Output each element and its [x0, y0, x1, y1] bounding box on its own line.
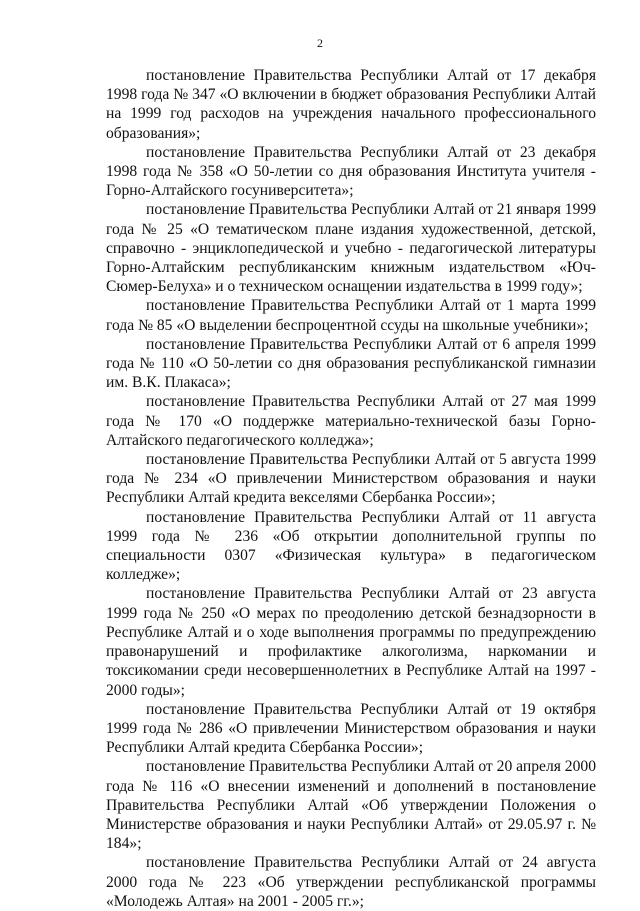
paragraph-decree-85: постановление Правительства Республики Алтай от 1 марта 1999 года № 85 «О выделении беспроцентной ссуды на школьные учебники»;	[106, 297, 596, 334]
paragraph-decree-286: постановление Правительства Республики Алтай от 19 октября 1999 года № 286 «О привлечении Министерством образования и науки Республики Алтай кредита Сбербанка России»;	[106, 700, 596, 757]
paragraph-decree-170: постановление Правительства Республики Алтай от 27 мая 1999 года № 170 «О поддержке материально-технической базы Горно-Алтайского педагогического колледжа»;	[106, 393, 596, 449]
paragraph-decree-234: постановление Правительства Республики Алтай от 5 августа 1999 года № 234 «О привлечении Министерством образования и науки Республики Алтай кредита векселями Сбербанка России»;	[106, 451, 596, 507]
paragraph-decree-110: постановление Правительства Республики Алтай от 6 апреля 1999 года № 110 «О 50-летии со дня образования республиканской гимназии им. В.К. Плакаса»;	[106, 335, 596, 392]
paragraph-decree-358: постановление Правительства Республики Алтай от 23 декабря 1998 года № 358 «О 50-летии со дня образования Института учителя - Горно-Алтайского госуниверситета»;	[106, 143, 596, 200]
paragraph-decree-236: постановление Правительства Республики Алтай от 11 августа 1999 года № 236 «Об открытии дополнительной группы по специальности 0307 «Физическая культура» в педагогическом колледже»;	[106, 508, 596, 584]
page-number: 2	[317, 36, 323, 50]
paragraph-decree-347: постановление Правительства Республики Алтай от 17 декабря 1998 года № 347 «О включении в бюджет образования Республики Алтай на 1999 год расходов на учреждения начального профессионального образования»;	[106, 67, 596, 142]
paragraph-decree-116: постановление Правительства Республики Алтай от 20 апреля 2000 года № 116 «О внесении изменений и дополнений в постановление Правительства Республики Алтай «Об утверждении Положения о Министерстве образования и науки Республики Алтай» от 29.05.97 г. № 184»;	[106, 758, 596, 853]
paragraph-decree-223: постановление Правительства Республики Алтай от 24 августа 2000 года № 223 «Об утверждении республиканской программы «Молодежь Алтая» на 2001 - 2005 гг.»;	[106, 854, 596, 910]
document-body	[106, 66, 596, 911]
paragraph-decree-250: постановление Правительства Республики Алтай от 23 августа 1999 года № 250 «О мерах по преодолению детской безнадзорности в Республике Алтай и о ходе выполнения программы по предупреждению правонарушений и профилактике алкоголизма, наркомании и токсикомании среди несовершеннолетних в Республике Алтай на 1997 - 2000 годы»;	[106, 585, 596, 699]
paragraph-decree-25: постановление Правительства Республики Алтай от 21 января 1999 года № 25 «О тематическом плане издания художественной, детской, справочно - энциклопедической и учебно - педагогической литературы Горно-Алтайским республиканским книжным издательством «Юч-Сюмер-Белуха» и о техническом оснащении издательства в 1999 году»;	[106, 201, 596, 296]
